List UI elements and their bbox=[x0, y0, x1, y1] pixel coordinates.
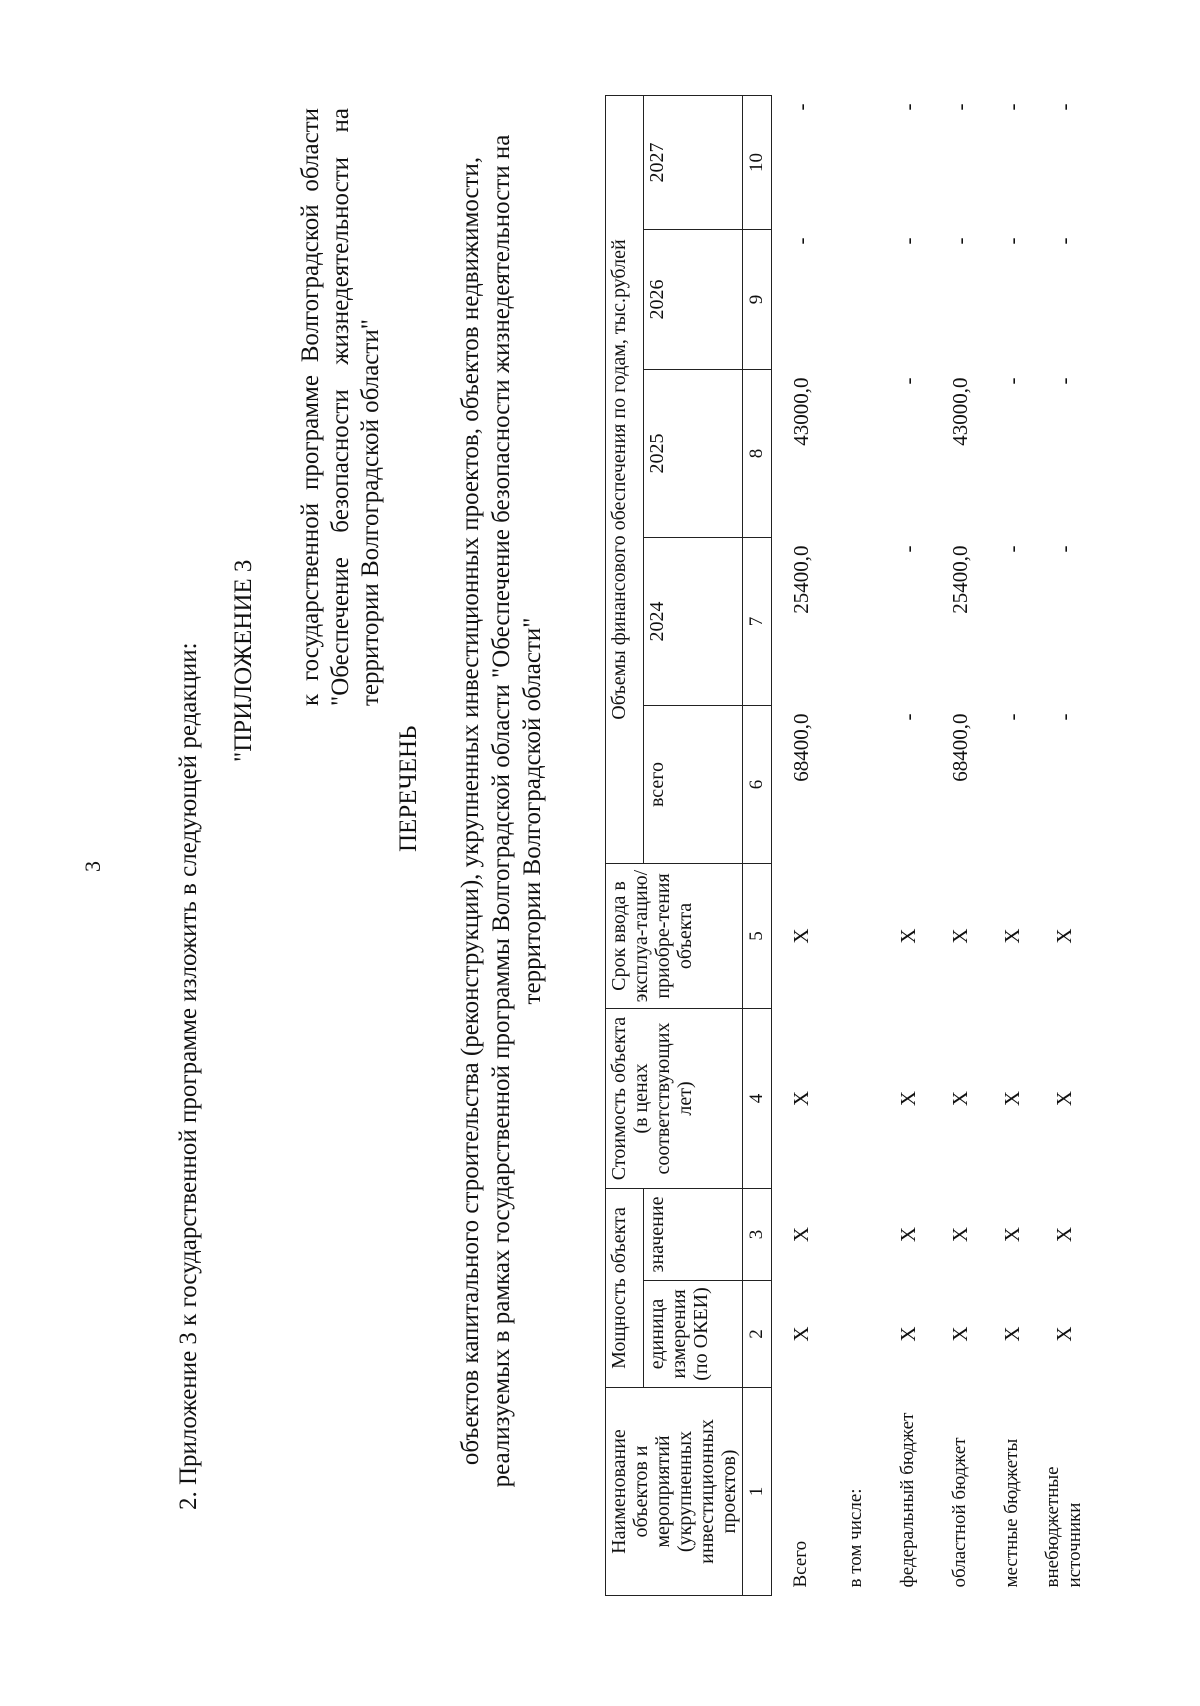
cell-2027: - bbox=[788, 103, 813, 111]
cell-name: федеральный бюджет bbox=[897, 1412, 918, 1588]
column-number: 8 bbox=[743, 370, 772, 538]
cell-2024: - bbox=[999, 545, 1024, 553]
cell-2026: - bbox=[895, 237, 920, 245]
column-number: 3 bbox=[743, 1189, 772, 1281]
appendix-title: "ПРИЛОЖЕНИЕ 3 bbox=[230, 559, 257, 762]
cell-2024: - bbox=[1051, 545, 1076, 553]
cell-unit: X bbox=[999, 1326, 1024, 1342]
cell-unit: X bbox=[895, 1326, 920, 1342]
cell-2027 bbox=[830, 96, 882, 230]
cell-name: областной бюджет bbox=[949, 1437, 970, 1588]
cell-unit: X bbox=[947, 1326, 972, 1342]
cell-2027: - bbox=[895, 103, 920, 111]
cell-term: X bbox=[999, 928, 1024, 944]
cell-name: внебюджетные источники bbox=[1042, 1466, 1085, 1588]
cell-term: X bbox=[1051, 928, 1076, 944]
cell-unit: X bbox=[1051, 1326, 1076, 1342]
list-description: объектов капитального строительства (реконструкции), укрупненных инвестиционных проектов, объектов недвижимости, реализуемых в рамках государственной программы Волгоградской области "Обеспечение безопасности жизнедеятельности на территории Волгоградской области" bbox=[457, 134, 546, 1488]
header-name: Наименование объектов и мероприятий (укрупненных инвестиционных проектов) bbox=[606, 1388, 743, 1596]
cell-total: - bbox=[895, 713, 920, 721]
header-2027: 2027 bbox=[643, 96, 742, 230]
header-unit: единица измерения (по ОКЕИ) bbox=[643, 1281, 742, 1388]
column-number-row bbox=[743, 96, 772, 1596]
cell-total: 68400,0 bbox=[947, 713, 972, 782]
cell-2025 bbox=[830, 370, 882, 538]
cell-cost: X bbox=[999, 1090, 1024, 1107]
table-row bbox=[830, 96, 882, 1596]
table-row bbox=[986, 96, 1038, 1596]
cell-2026: - bbox=[947, 237, 972, 245]
cell-2024 bbox=[830, 538, 882, 706]
cell-total: - bbox=[999, 713, 1024, 721]
cell-unit: X bbox=[788, 1326, 813, 1342]
cell-total bbox=[830, 706, 882, 864]
cell-term: X bbox=[895, 928, 920, 944]
header-cost: Стоимость объекта (в ценах соответствующих лет) bbox=[606, 1009, 743, 1189]
cell-name: в том числе: bbox=[845, 1488, 866, 1588]
table-row bbox=[882, 96, 934, 1596]
column-number: 6 bbox=[743, 706, 772, 864]
header-total: всего bbox=[643, 706, 742, 864]
cell-2026: - bbox=[999, 237, 1024, 245]
table-row bbox=[1038, 96, 1090, 1596]
column-number: 4 bbox=[743, 1009, 772, 1189]
cell-2026: - bbox=[788, 237, 813, 245]
cell-value: X bbox=[788, 1226, 813, 1243]
cell-cost: X bbox=[788, 1090, 813, 1107]
cell-2027: - bbox=[947, 103, 972, 111]
cell-cost: X bbox=[947, 1090, 972, 1107]
cell-2025: - bbox=[1051, 377, 1076, 385]
cell-name: Всего bbox=[790, 1540, 811, 1588]
column-number: 9 bbox=[743, 230, 772, 370]
cell-cost bbox=[830, 1009, 882, 1189]
table-row bbox=[934, 96, 986, 1596]
header-2025: 2025 bbox=[643, 370, 742, 538]
cell-2027: - bbox=[1051, 103, 1076, 111]
cell-value bbox=[830, 1189, 882, 1281]
cell-total: 68400,0 bbox=[788, 713, 813, 782]
cell-2026: - bbox=[1051, 237, 1076, 245]
cell-2025: 43000,0 bbox=[788, 377, 813, 446]
header-capacity: Мощность объекта bbox=[606, 1189, 644, 1388]
cell-value: X bbox=[1051, 1226, 1076, 1243]
cell-unit bbox=[830, 1281, 882, 1388]
header-finance: Объемы финансового обеспечения по годам, тыс.рублей bbox=[606, 96, 644, 864]
cell-2024: - bbox=[895, 545, 920, 553]
header-value: значение bbox=[643, 1189, 742, 1281]
list-title: ПЕРЕЧЕНЬ bbox=[395, 725, 422, 852]
table-row bbox=[772, 96, 831, 1596]
cell-term bbox=[830, 864, 882, 1009]
cell-cost: X bbox=[895, 1090, 920, 1107]
column-number: 5 bbox=[743, 864, 772, 1009]
page-number: 3 bbox=[80, 861, 105, 872]
cell-name: местные бюджеты bbox=[1001, 1438, 1022, 1588]
intro-paragraph: 2. Приложение 3 к государственной программе изложить в следующей редакции: bbox=[175, 642, 202, 1510]
cell-2025: - bbox=[895, 377, 920, 385]
column-number: 2 bbox=[743, 1281, 772, 1388]
header-2026: 2026 bbox=[643, 230, 742, 370]
cell-2024: 25400,0 bbox=[788, 545, 813, 614]
column-number: 7 bbox=[743, 538, 772, 706]
appendix-caption: к государственной программе Волгоградской области "Обеспечение безопасности жизнедеятельности на территории Волгоградской области" bbox=[297, 108, 384, 706]
cell-2026 bbox=[830, 230, 882, 370]
column-number: 10 bbox=[743, 96, 772, 230]
header-2024: 2024 bbox=[643, 538, 742, 706]
cell-2025: - bbox=[999, 377, 1024, 385]
cell-2027: - bbox=[999, 103, 1024, 111]
cell-2025: 43000,0 bbox=[947, 377, 972, 446]
financing-table bbox=[605, 95, 1090, 1596]
header-term: Срок ввода в эксплуа-тацию/ приобре-тения объекта bbox=[606, 864, 743, 1009]
cell-total: - bbox=[1051, 713, 1076, 721]
column-number: 1 bbox=[743, 1388, 772, 1596]
cell-term: X bbox=[788, 928, 813, 944]
cell-value: X bbox=[947, 1226, 972, 1243]
cell-value: X bbox=[999, 1226, 1024, 1243]
cell-value: X bbox=[895, 1226, 920, 1243]
cell-term: X bbox=[947, 928, 972, 944]
cell-cost: X bbox=[1051, 1090, 1076, 1107]
cell-2024: 25400,0 bbox=[947, 545, 972, 614]
